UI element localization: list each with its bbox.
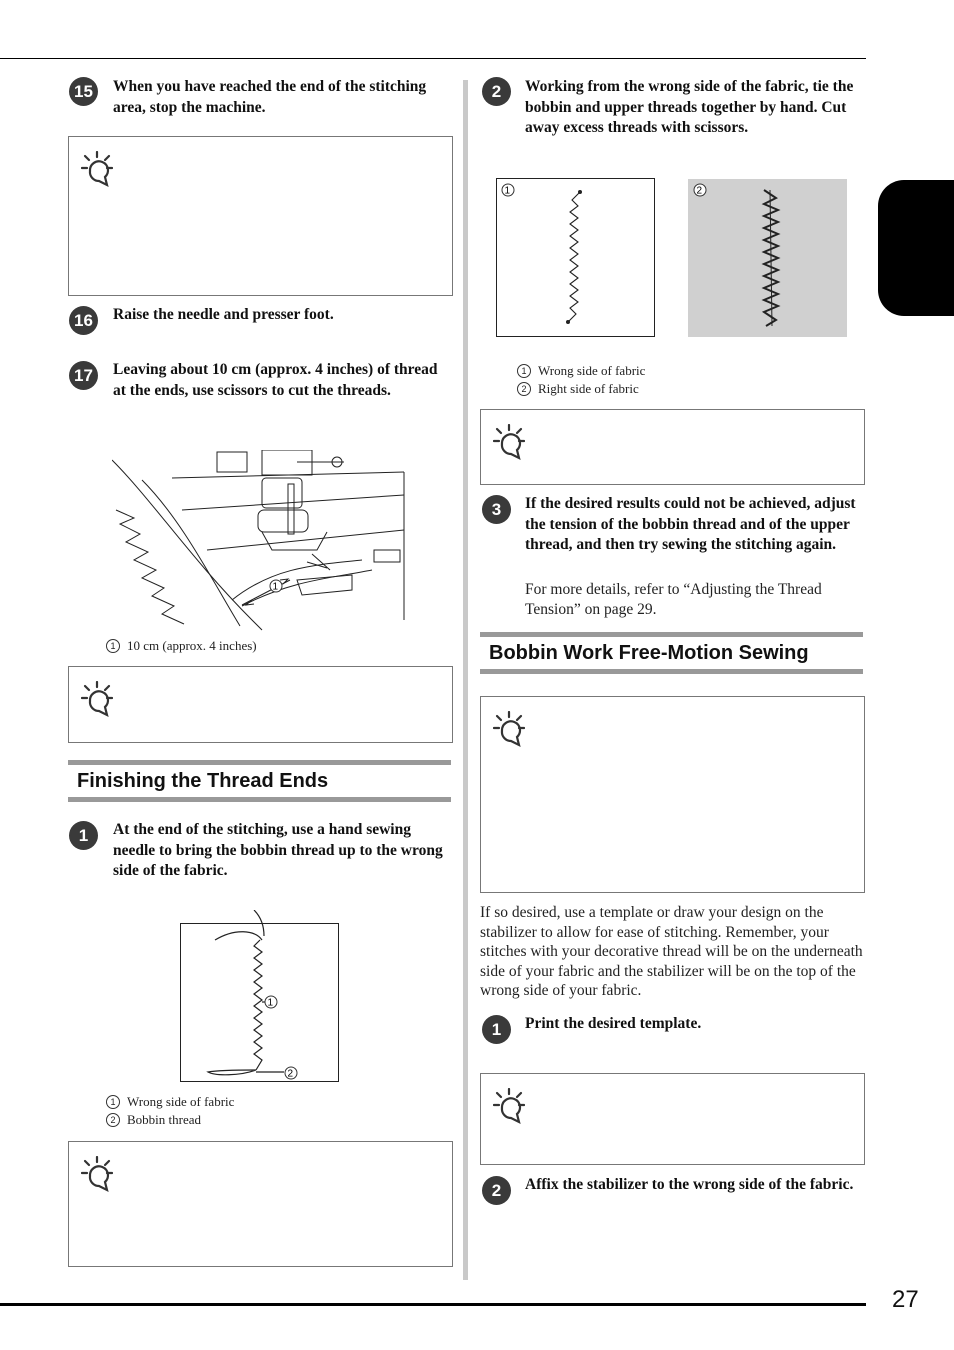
step-badge-16: 16 [69, 306, 98, 335]
figure-marker-1: 1 [267, 997, 274, 1009]
fabric-sides-figure [496, 178, 848, 340]
step-badge-15: 15 [69, 77, 98, 106]
step-3-text: If the desired results could not be achieved, adjust the tension of the bobbin thread and of the upper thread, and then try sewing the stitching again. [525, 495, 856, 553]
lightbulb-icon [81, 1156, 113, 1194]
section-heading [480, 632, 863, 674]
caption-text: Right side of fabric [538, 381, 639, 396]
note-box [68, 666, 453, 743]
step-badge-bw1: 1 [482, 1015, 511, 1044]
lightbulb-icon [81, 681, 113, 719]
intro-paragraph: If so desired, use a template or draw your design on the stabilizer to allow for ease of stitching. Remember, your stitches with your decorative thread will be on the underneath side of your fabric and the stabilizer will be on the top of the wrong side of your fabric. [480, 904, 863, 999]
step-2-text: Working from the wrong side of the fabric, tie the bobbin and upper threads together by hand. Cut away excess threads with scissors. [525, 78, 854, 136]
step-3-detail: For more details, refer to “Adjusting the Thread Tension” on page 29. [525, 581, 822, 618]
page-number: 27 [892, 1286, 919, 1313]
section-heading-text: Bobbin Work Free-Motion Sewing [489, 642, 809, 664]
figure-marker-2: 2 [696, 185, 703, 197]
lightbulb-icon [493, 711, 525, 749]
figure-marker-1: 1 [504, 185, 511, 197]
note-box [68, 1141, 453, 1267]
caption-text: Bobbin thread [127, 1112, 202, 1127]
caption-text: 10 cm (approx. 4 inches) [127, 638, 257, 653]
bw-step-2-text: Affix the stabilizer to the wrong side of the fabric. [525, 1176, 854, 1193]
bw-step-1-text: Print the desired template. [525, 1015, 702, 1032]
chapter-tab [878, 180, 954, 316]
note-box [480, 409, 865, 485]
bobbin-thread-figure [180, 910, 342, 1086]
step-16-text: Raise the needle and presser foot. [113, 306, 334, 323]
caption-marker: 2 [517, 382, 531, 396]
caption-text: Wrong side of fabric [538, 363, 646, 378]
caption-marker: 2 [106, 1113, 120, 1127]
column-divider [463, 80, 468, 1280]
section-heading [68, 760, 451, 802]
top-rule [0, 58, 866, 59]
step-badge-bw2: 2 [482, 1176, 511, 1205]
figure-caption [106, 637, 257, 655]
caption-marker: 1 [106, 639, 120, 653]
figure-caption [106, 1093, 234, 1129]
caption-marker: 1 [106, 1095, 120, 1109]
note-box [480, 696, 865, 893]
note-box [68, 136, 453, 296]
caption-marker: 1 [517, 364, 531, 378]
sewing-machine-illustration [112, 450, 408, 634]
lightbulb-icon [493, 1088, 525, 1126]
step-badge-17: 17 [69, 361, 98, 390]
bottom-rule [0, 1303, 866, 1306]
step-15-text: When you have reached the end of the stitching area, stop the machine. [113, 78, 427, 116]
figure-caption [517, 362, 645, 398]
step-badge-2: 2 [482, 77, 511, 106]
lightbulb-icon [81, 151, 113, 189]
figure-marker-2: 2 [287, 1068, 294, 1080]
step-1-text: At the end of the stitching, use a hand sewing needle to bring the bobbin thread up to the wrong side of the fabric. [113, 821, 443, 879]
step-badge-3: 3 [482, 495, 511, 524]
step-badge-1: 1 [69, 821, 98, 850]
step-17-text: Leaving about 10 cm (approx. 4 inches) of thread at the ends, use scissors to cut the threads. [113, 361, 438, 399]
note-box [480, 1073, 865, 1165]
figure-marker-1: 1 [272, 581, 279, 593]
caption-text: Wrong side of fabric [127, 1094, 235, 1109]
section-heading-text: Finishing the Thread Ends [77, 770, 329, 792]
lightbulb-icon [493, 424, 525, 462]
